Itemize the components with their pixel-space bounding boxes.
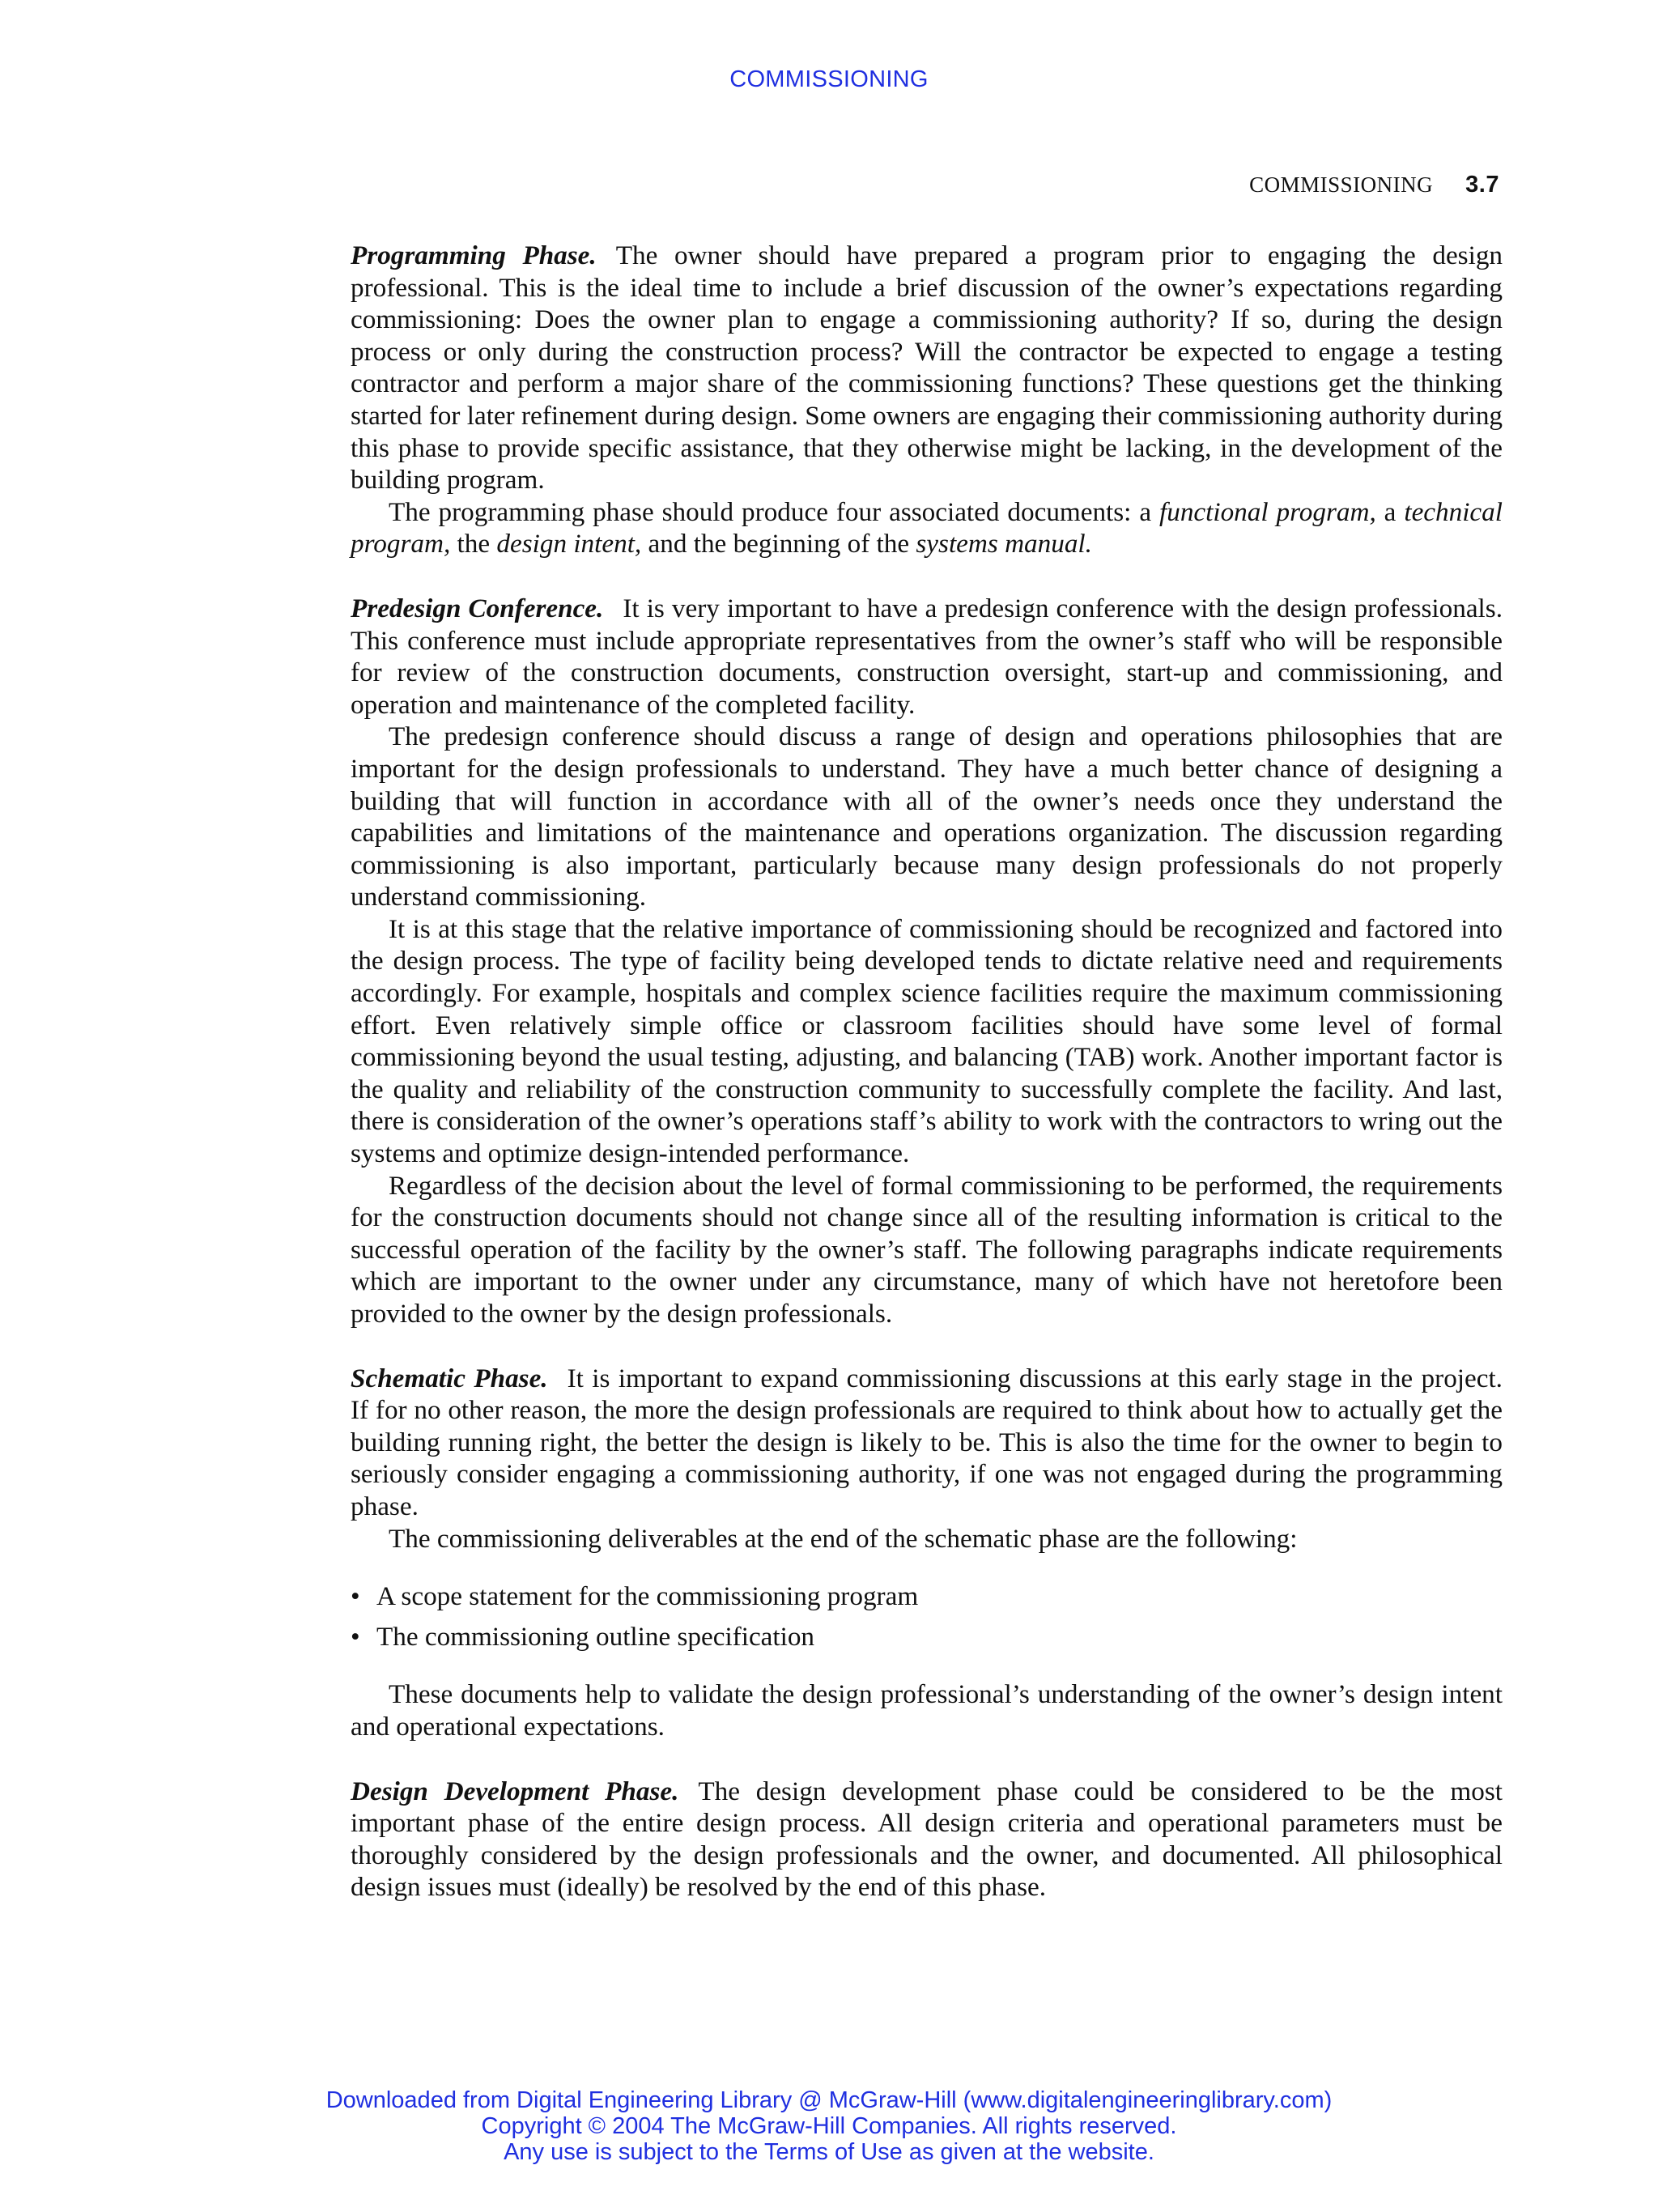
list-item: • A scope statement for the commissioning program — [351, 1580, 1503, 1613]
programming-documents-paragraph — [351, 496, 1503, 560]
schematic-phase-heading: Schematic Phase. — [351, 1363, 548, 1393]
footer-copyright: Copyright © 2004 The McGraw-Hill Companies. All rights reserved. — [481, 2113, 1177, 2139]
programming-phase-paragraph — [351, 240, 1503, 496]
design-development-paragraph — [351, 1776, 1503, 1904]
paragraph: The commissioning deliverables at the end of the schematic phase are the following: — [389, 1523, 1298, 1554]
footer-terms: Any use is subject to the Terms of Use as given at the website. — [504, 2139, 1154, 2165]
paragraph-text: The design development phase could be considered to be the most important phase of the entire design process. All design criteria and operational parameters must be thoroughly considered by the design professionals and the owner, and documented. All philosophical design issues must (ideally) be resolved by the end of this phase. — [351, 1776, 1503, 1903]
footer-download-link[interactable]: Downloaded from Digital Engineering Library @ McGraw-Hill (www.digitalengineeringlibrary.com) — [325, 2087, 1333, 2113]
italic-term: systems manual. — [916, 529, 1092, 559]
paragraph-text: It is important to expand commissioning discussions at this early stage in the project. If for no other reason, the more the design professionals are required to think about how to actually get the building running right, the better the design is likely to be. This is also the time for the owner to begin to seriously consider engaging a commissioning authority, if one was not engaged during the programming phase. — [351, 1363, 1503, 1521]
footer-notice — [0, 2087, 1658, 2165]
text-run: a — [1375, 496, 1405, 527]
paragraph: These documents help to validate the design professional’s understanding of the owner’s design intent and operational expectations. — [351, 1679, 1503, 1742]
italic-term: technical program, — [351, 496, 1503, 559]
text-run: and the beginning of the — [641, 529, 916, 559]
text-run: The programming phase should produce four associated documents: a — [389, 496, 1159, 527]
predesign-conference-heading: Predesign Conference. — [351, 593, 604, 623]
italic-term: functional program, — [1159, 496, 1376, 527]
paragraph-text: The owner should have prepared a program prior to engaging the design professional. This is the ideal time to include a brief discussion of the owner’s expectations regarding commissioning: Does the owner plan to engage a commissioning authority? If so, during the design process or only during the construction process? Will the contractor be expected to engage a testing contractor and perform a major share of the commissioning functions? These questions get the thinking started for later refinement during design. Some owners are engaging their commissioning authority during this phase to provide specific assistance, that they otherwise might be lacking, in the development of the building program. — [351, 240, 1503, 496]
top-link-title[interactable]: COMMISSIONING — [729, 66, 929, 92]
programming-phase-heading: Programming Phase. — [351, 240, 597, 270]
predesign-conference-paragraph — [351, 593, 1503, 721]
running-title: COMMISSIONING — [1249, 172, 1434, 197]
schematic-phase-paragraph — [351, 1363, 1503, 1523]
text-run: the — [450, 529, 497, 559]
paragraph: Regardless of the decision about the level of formal commissioning to be performed, the requirements for the construction documents should not change since all of the resulting information is critical to the successful operation of the facility by the owner’s staff. The following paragraphs indicate requirements which are important to the owner under any circumstance, many of which have not heretofore been provided to the owner by the design professionals. — [351, 1170, 1503, 1329]
page-number: 3.7 — [1465, 172, 1499, 198]
deliverables-list — [351, 1580, 1503, 1653]
paragraph: It is at this stage that the relative importance of commissioning should be recognized and factored into the design process. The type of facility being developed tends to dictate relative need and requirements accordingly. For example, hospitals and complex science facilities require the maximum commissioning effort. Even relatively simple office or classroom facilities should have some level of formal commissioning beyond the usual testing, adjusting, and balancing (TAB) work. Another important factor is the quality and reliability of the construction community to successfully complete the facility. And last, there is consideration of the owner’s operations staff’s ability to work with the contractors to wring out the systems and optimize design-intended performance. — [351, 913, 1503, 1169]
paragraph: The predesign conference should discuss a range of design and operations philosophies that are important for the design professionals to understand. They have a much better chance of designing a building that will function in accordance with all of the owner’s needs once they understand the capabilities and limitations of the maintenance and operations organization. The discussion regarding commissioning is also important, particularly because many design professionals do not properly understand commissioning. — [351, 721, 1503, 912]
list-item: • The commissioning outline specification — [351, 1621, 1503, 1653]
page-body — [351, 240, 1503, 1904]
design-development-heading: Design Development Phase. — [351, 1776, 679, 1806]
italic-term: design intent, — [496, 529, 642, 559]
paragraph-text: It is very important to have a predesign conference with the design professionals. This conference must include appropriate representatives from the owner’s staff who will be responsible for review of the construction documents, construction oversight, start-up and commissioning, and operation and maintenance of the completed facility. — [351, 593, 1503, 720]
running-head — [1249, 172, 1499, 198]
